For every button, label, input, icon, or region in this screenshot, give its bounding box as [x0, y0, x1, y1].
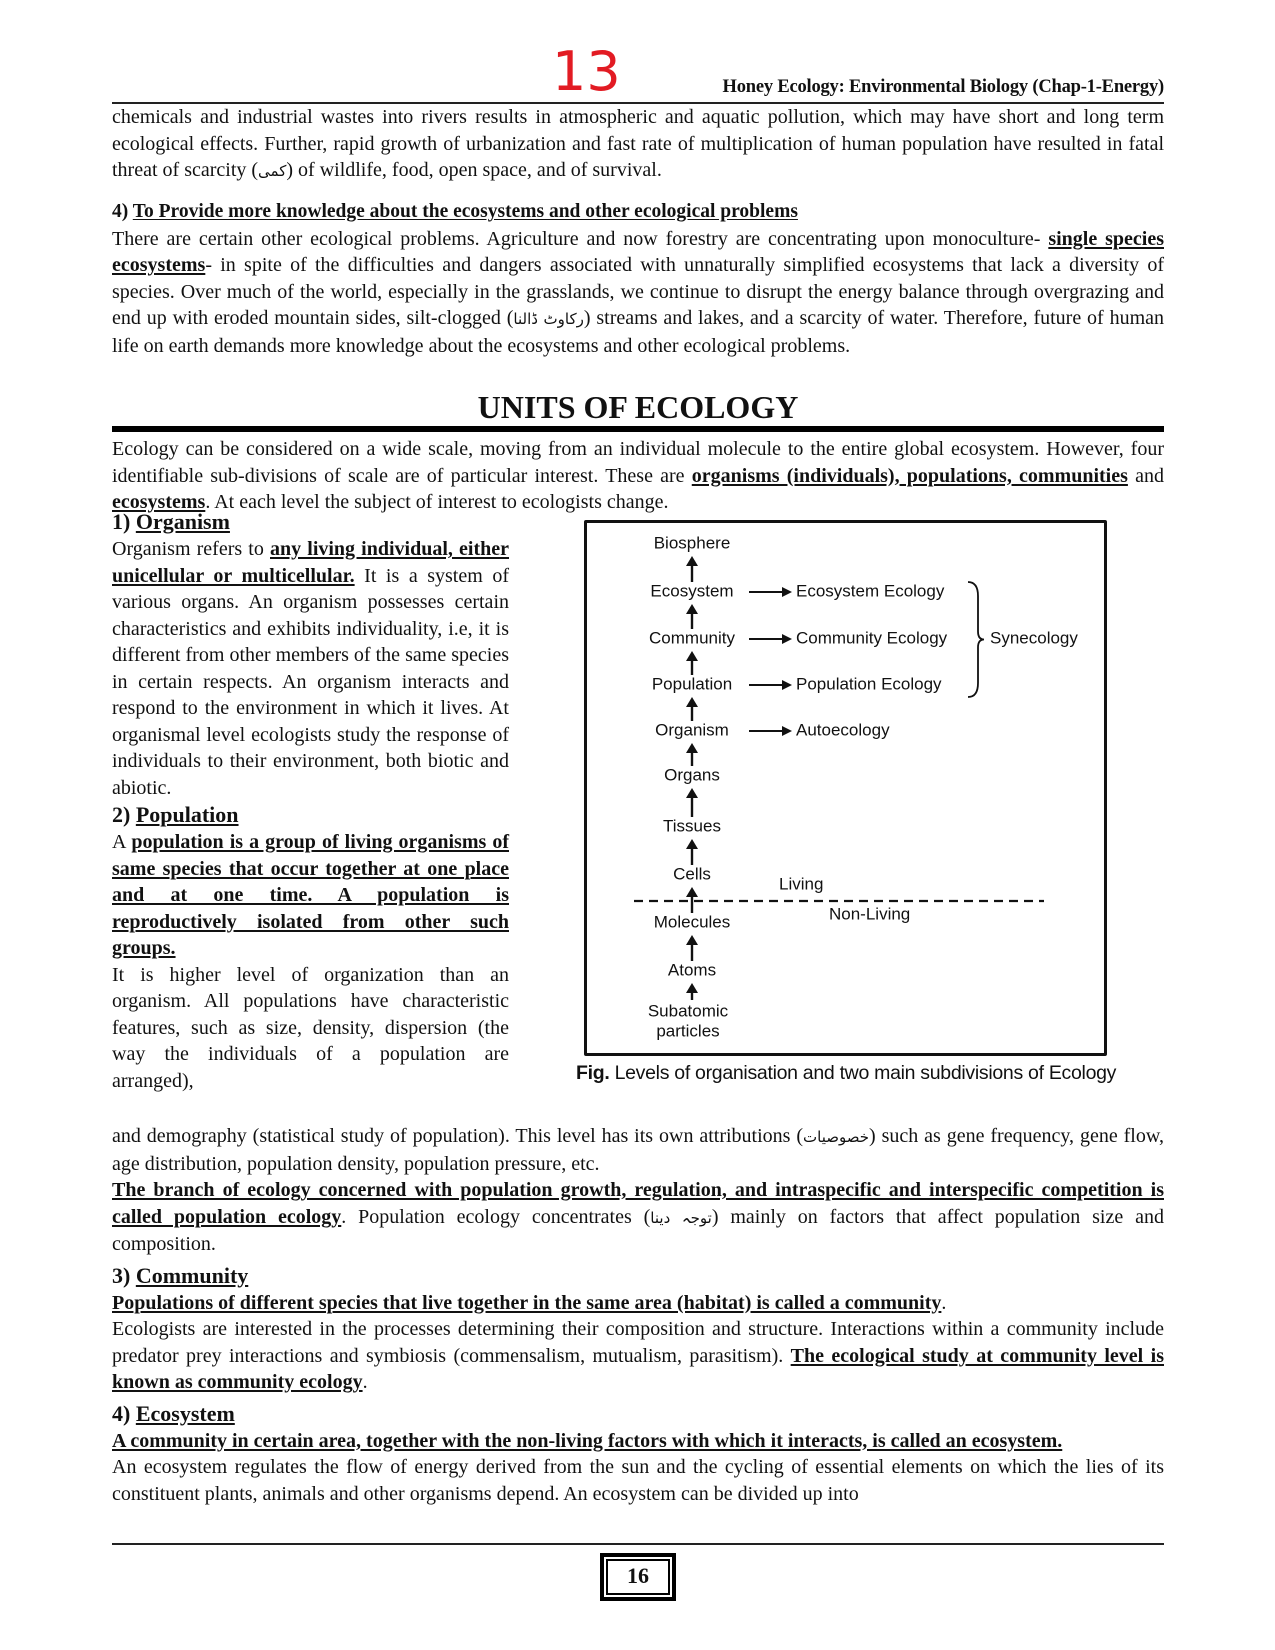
footer-rule [112, 1543, 1164, 1545]
level-label: particles [656, 1021, 720, 1041]
right-arrow-head [782, 726, 792, 736]
levels-of-organisation-figure [574, 520, 1170, 1084]
living-label: Living [779, 874, 824, 894]
page-number: 16 [627, 1563, 649, 1588]
synecology-brace [968, 582, 984, 697]
organism-heading: 1) Organism [112, 509, 230, 534]
branch-label: Community Ecology [796, 628, 948, 648]
up-arrow-head [686, 788, 698, 798]
level-label: Ecosystem [650, 581, 734, 601]
key-term: organisms (individuals), populations, communities [691, 464, 1128, 487]
level-label: Atoms [667, 960, 717, 980]
level-label: Community [649, 628, 735, 648]
intro-section [112, 104, 1164, 185]
up-arrow-head [686, 743, 698, 753]
figure-caption: Fig. Levels of organisation and two main subdivisions of Ecology [576, 1062, 1117, 1084]
ecosystem-paragraph: An ecosystem regulates the flow of energy derived from the sun and the cycling of essential elements on which the lies of its constituent plants, animals and other organisms depend. An ecosystem can be divided up into [112, 1456, 1164, 1505]
point-4-heading: 4) To Provide more knowledge about the ecosystems and other ecological problems [112, 201, 798, 222]
header-title: Honey Ecology: Environmental Biology (Chap-1-Energy) [722, 77, 1164, 97]
urdu-gloss: رکاوٹ ڈالنا [513, 310, 584, 328]
nonliving-label: Non-Living [829, 904, 911, 924]
chapter-number: 13 [552, 40, 621, 103]
community-heading: 3) Community [112, 1262, 249, 1288]
key-term: ecosystems [112, 491, 206, 513]
level-label: Biosphere [653, 533, 731, 553]
urdu-gloss: توجہ دینا [650, 1208, 712, 1227]
up-arrow-head [686, 935, 698, 945]
key-term: The branch of ecology concerned with population growth, regulation, and intraspecific and interspecific competition is called population ecology [112, 1179, 1164, 1228]
key-term: single species ecosystems [112, 227, 1164, 276]
intro-paragraph: chemicals and industrial wastes into rivers results in atmospheric and aquatic pollution, which may have short and long term ecological effects. Further, rapid growth of urbanization and fast rate of multiplication of human population have resulted in fatal threat of scarcity (کمی) of wildlife, food, open space, and of survival. [112, 106, 1165, 181]
page-number-box [600, 1553, 676, 1601]
population-definition: A population is a group of living organisms of same species that occur together at one place and at one time. A population is reproductively isolated from other such groups. [112, 831, 509, 959]
key-term: The ecological study at community level is known as community ecology [112, 1344, 1164, 1393]
up-arrow-head [686, 651, 698, 661]
up-arrow-head [686, 556, 698, 566]
ecosystem-heading: 4) Ecosystem [112, 1400, 235, 1426]
right-arrow-head [782, 634, 792, 644]
community-definition: Populations of different species that live together in the same area (habitat) is called a community. [112, 1291, 947, 1314]
title-rule [112, 426, 1164, 432]
up-arrow-head [686, 839, 698, 849]
level-label: Subatomic [647, 1001, 729, 1021]
units-section [112, 388, 1164, 516]
up-arrow-head [686, 604, 698, 614]
units-paragraph: Ecology can be considered on a wide scale, moving from an individual molecule to the entire global ecosystem. However, four identifiable sub-divisions of scale are of particular interest. These are organisms (individuals), populations, communities and ecosystems. At each level the subject of interest to ecologists change. [112, 438, 1164, 513]
up-arrow-head [686, 887, 698, 897]
level-label: Tissues [663, 816, 721, 836]
urdu-gloss: خصوصیات [803, 1128, 870, 1146]
key-term: population is a group of living organisms of same species that occur together at one place and at one time. A population is reproductively isolated from other such groups. [112, 831, 509, 959]
up-arrow-head [686, 697, 698, 707]
population-paragraph: It is higher level of organization than an organism. All populations have characteristic features, such as size, density, dispersion (the way the individuals of a population are arranged), [112, 963, 509, 1092]
figure-diagram [574, 520, 1170, 1060]
level-label: Cells [673, 864, 711, 884]
ecosystem-definition [112, 1428, 1164, 1455]
key-term: any living individual, either unicellular or multicellular. [112, 538, 510, 587]
page-header [112, 40, 1164, 104]
left-column [112, 508, 509, 1094]
key-term: Populations of different species that live together in the same area (habitat) is called a community [112, 1291, 942, 1314]
branch-label: Autoecology [796, 720, 890, 740]
organism-paragraph: Organism refers to any living individual, either unicellular or multicellular. It is a system of various organs. An organism possesses certain characteristics and exhibits individuality, i.e, it is different from other members of the same species in certain respects. An organism interacts and respond to the environment in which it lives. At organismal level ecologists study the response of individuals to their environment, both biotic and abiotic. [112, 538, 510, 799]
level-label: Molecules [653, 912, 731, 932]
point-4-paragraph: There are certain other ecological problems. Agriculture and now forestry are concentrating upon monoculture- single species ecosystems- in spite of the difficulties and dangers associated with unnaturally simplified ecosystems that lack a diversity of species. Over much of the world, especially in the grasslands, we continue to disrupt the energy balance through overgrazing and end up with eroded mountain sides, silt-clogged (رکاوٹ ڈالنا) streams and lakes, and a scarcity of water. Therefore, future of human life on earth demands more knowledge about the ecosystems and other ecological problems. [112, 227, 1164, 357]
population-continued [112, 1123, 1164, 1507]
synecology-label: Synecology [990, 628, 1078, 648]
population-ecology-definition: The branch of ecology concerned with population growth, regulation, and intraspecific and interspecific competition is called population ecology. Population ecology concentrates (توجہ دینا) mainly on factors that affect population size and composition. [112, 1179, 1164, 1255]
right-arrow-head [782, 680, 792, 690]
level-label: Organs [664, 765, 720, 785]
level-label: Population [651, 674, 733, 694]
right-arrow-head [782, 587, 792, 597]
branch-label: Ecosystem Ecology [796, 581, 945, 601]
community-paragraph: Ecologists are interested in the processes determining their composition and structure. Interactions within a community include predator prey interactions and symbiosis (commensalism, mutualism, parasitism). The ecological study at community level is known as community ecology. [112, 1318, 1164, 1393]
population-paragraph-continued: and demography (statistical study of population). This level has its own attributions (خصوصیات) such as gene frequency, gene flow, age distribution, population density, population pressure, etc. [112, 1125, 1164, 1175]
point-4-section [112, 199, 1164, 359]
urdu-gloss: کمی [258, 162, 287, 180]
population-heading: 2) Population [112, 802, 239, 827]
key-term: A community in certain area, together with the non-living factors with which it interacts, is called an ecosystem. [112, 1429, 1063, 1452]
section-title: UNITS OF ECOLOGY [477, 389, 799, 425]
level-label: Organism [655, 720, 729, 740]
up-arrow-head [686, 983, 698, 993]
branch-label: Population Ecology [796, 674, 942, 694]
